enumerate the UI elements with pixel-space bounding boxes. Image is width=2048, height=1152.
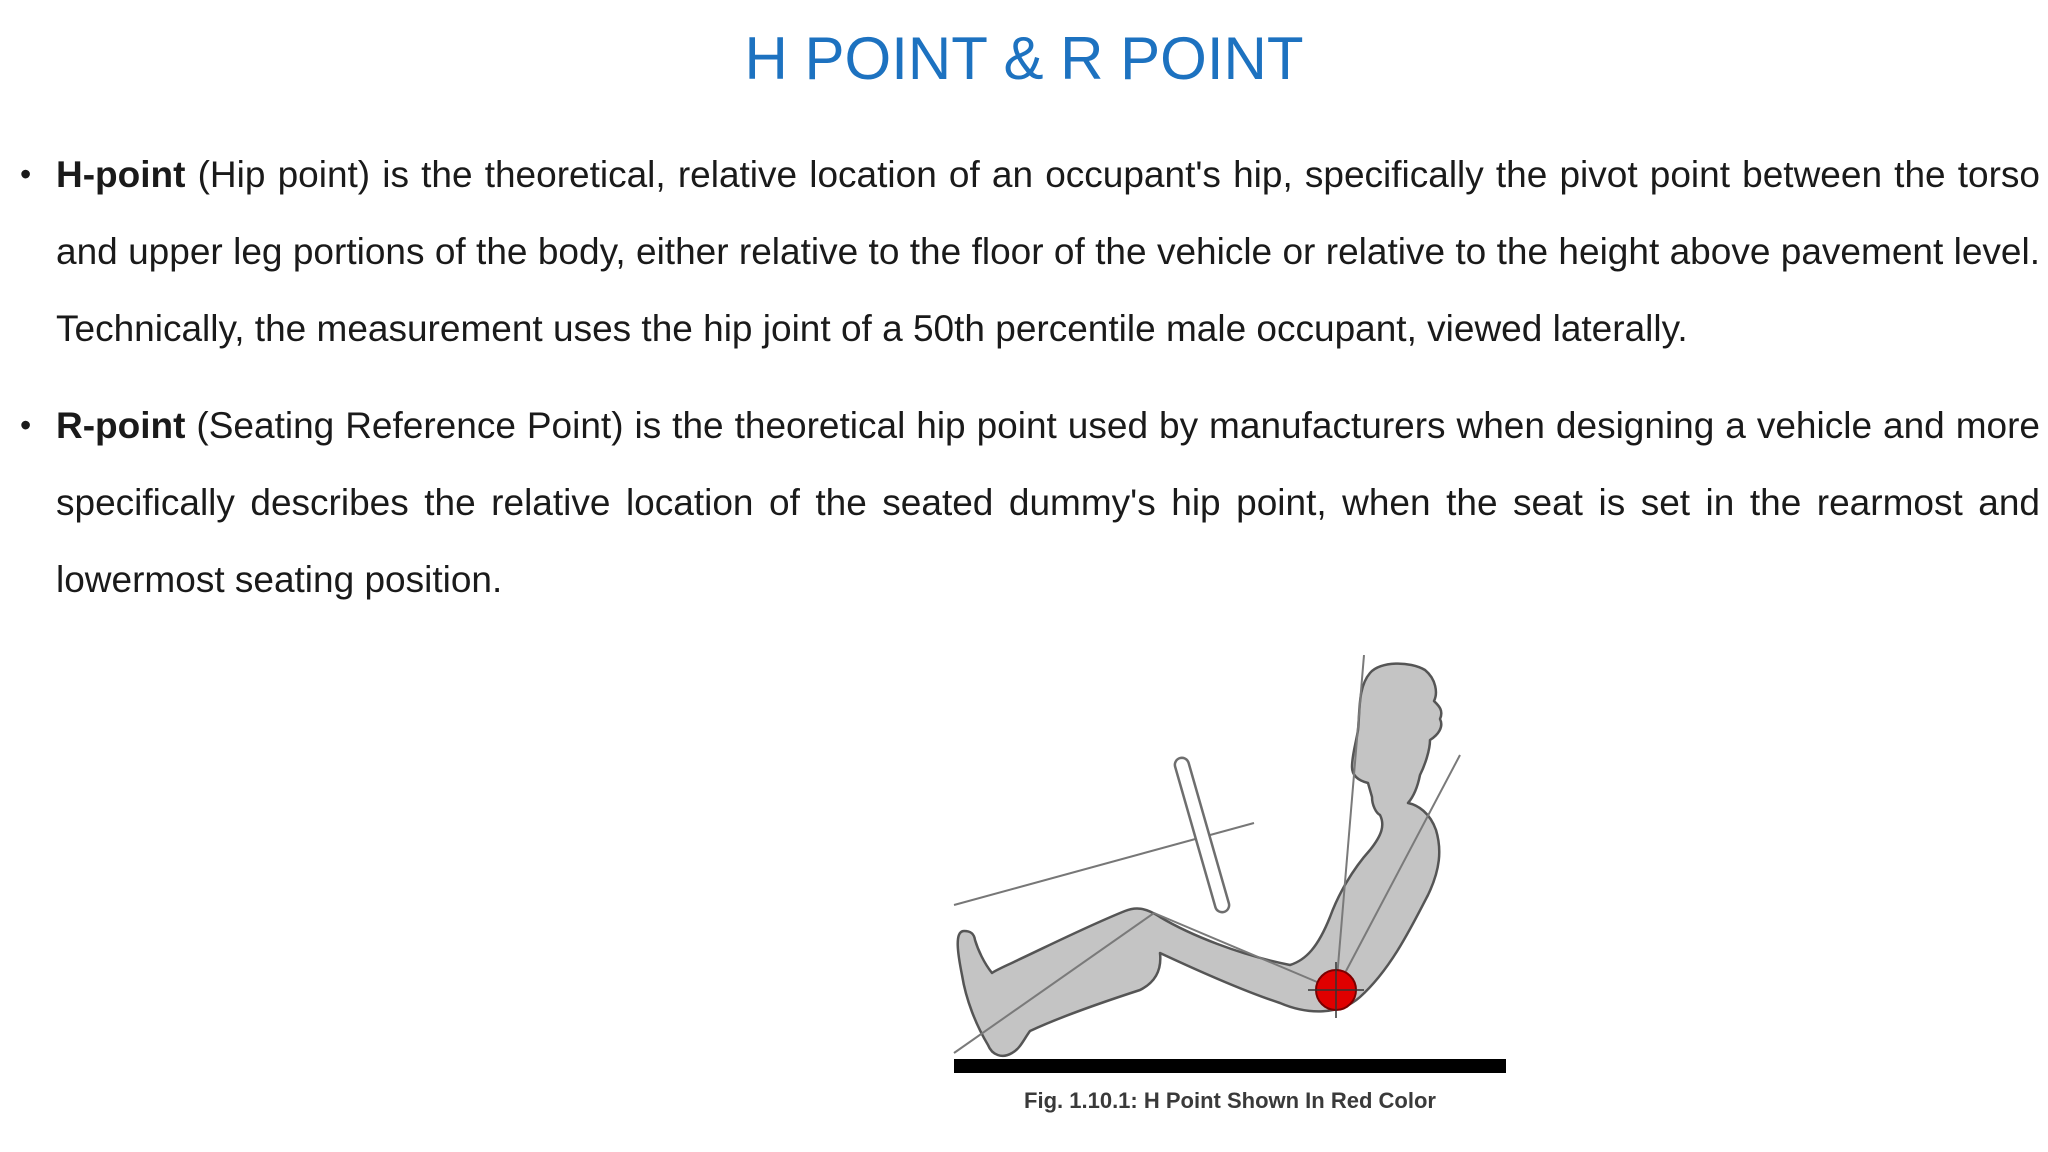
bullet-list: [20, 136, 2040, 618]
seated-occupant-diagram: [940, 655, 1520, 1085]
page-title: H POINT & R POINT: [744, 25, 1304, 92]
term-h-point: H-point: [56, 154, 186, 195]
definition-r-point: (Seating Reference Point) is the theoretical hip point used by manufacturers when designing a vehicle and more specifically describes the relative location of the seated dummy's hip point, when the seat is set in the rearmost and lowermost seating position.: [56, 405, 2040, 600]
term-r-point: R-point: [56, 405, 186, 446]
bullet-h-point: [20, 136, 2040, 367]
bullet-r-point: [20, 387, 2040, 618]
floor-bar: [954, 1059, 1506, 1073]
bullet-marker: •: [20, 156, 32, 192]
figure-caption: Fig. 1.10.1: H Point Shown In Red Color: [1024, 1088, 1436, 1113]
steering-wheel: [1173, 756, 1231, 914]
definition-h-point: (Hip point) is the theoretical, relative location of an occupant's hip, specifically the pivot point between the torso and upper leg portions of the body, either relative to the floor of the vehicle or relative to the height above pavement level. Technically, the measurement uses the hip joint of a 50th percentile male occupant, viewed laterally.: [56, 154, 2040, 349]
h-point-figure: [940, 655, 1520, 1125]
bullet-marker: •: [20, 407, 32, 443]
occupant-silhouette: [958, 664, 1442, 1056]
